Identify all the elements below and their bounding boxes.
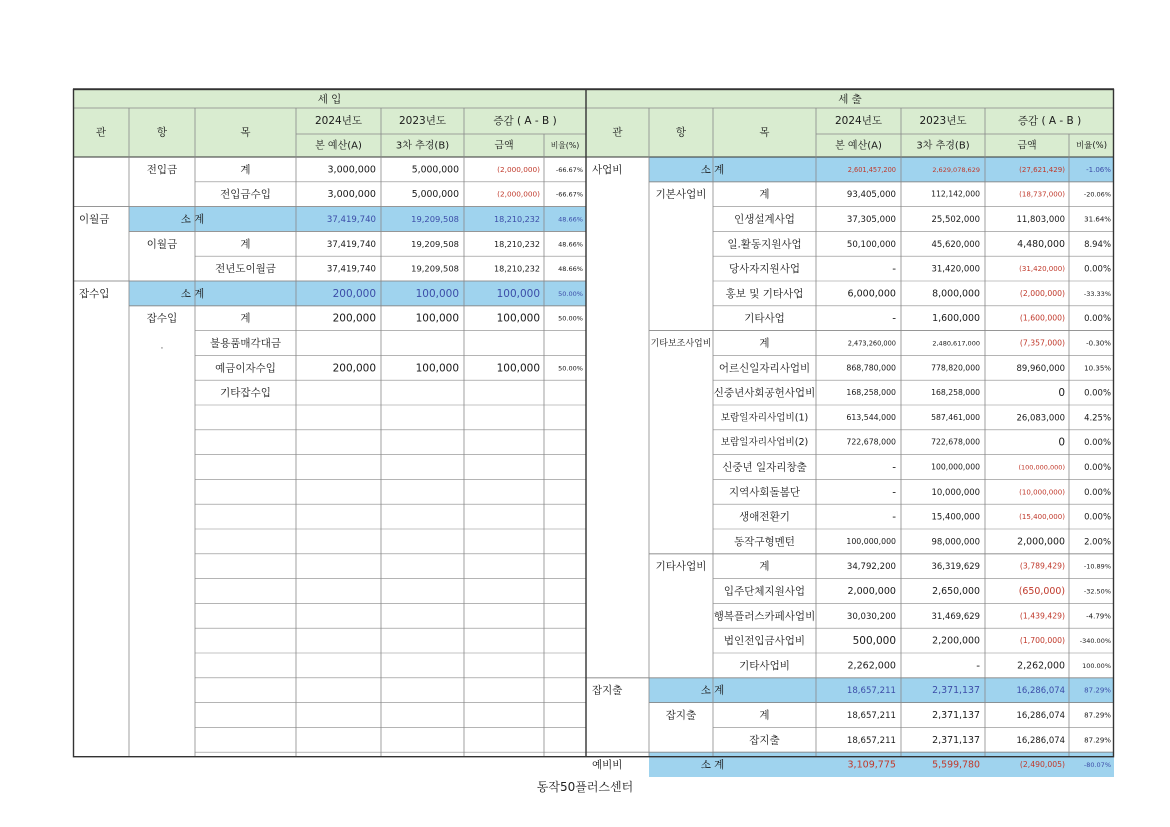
expense-header-budget-b: 3차 추경(B) — [916, 140, 970, 152]
expense-cell-mok: 일.활동지원사업 — [727, 238, 802, 251]
expense-cell-diff-amount: (27,621,429) — [1019, 164, 1065, 174]
revenue-cell-budget-a: 200,000 — [332, 312, 376, 325]
expense-cell-budget-a: 6,000,000 — [847, 288, 896, 300]
expense-cell-budget-a: 50,100,000 — [846, 239, 896, 250]
expense-cell-diff-amount: 16,286,074 — [1016, 685, 1065, 696]
expense-cell-budget-a: - — [892, 263, 896, 276]
revenue-cell-gwan: 잡수입 — [79, 287, 110, 300]
expense-cell-diff-ratio: -20.06% — [1083, 190, 1111, 199]
expense-cell-diff-amount: (18,737,000) — [1019, 189, 1065, 199]
revenue-cell-diff-amount: 100,000 — [496, 362, 540, 375]
expense-cell-budget-b: 168,258,000 — [931, 388, 980, 398]
expense-cell-diff-ratio: 0.00% — [1084, 511, 1111, 522]
expense-cell-budget-b: 587,461,000 — [931, 412, 980, 422]
expense-header-budget-a: 본 예산(A) — [835, 140, 882, 152]
expense-cell-diff-ratio: 0.00% — [1084, 486, 1111, 497]
revenue-section-title: 세 입 — [317, 93, 342, 106]
revenue-cell-mok: 전입금수입 — [220, 188, 271, 201]
revenue-cell-subtotal-label: 소 계 — [180, 287, 205, 300]
expense-cell-mok: 어르신일자리사업비 — [718, 362, 811, 375]
budget-table — [73, 89, 1114, 772]
revenue-cell-mok: 전년도이월금 — [215, 263, 276, 276]
expense-cell-diff-ratio: -4.79% — [1086, 611, 1111, 621]
revenue-header-diff: 증감 ( A - B ) — [493, 115, 557, 127]
expense-cell-diff-amount: 16,286,074 — [1016, 710, 1065, 720]
expense-cell-budget-b: 10,000,000 — [931, 486, 980, 497]
expense-cell-mok: 계 — [759, 188, 770, 201]
revenue-cell-budget-a: 200,000 — [332, 362, 376, 375]
expense-cell-diff-ratio: 2.00% — [1084, 536, 1111, 547]
revenue-cell-mok: 불용품매각대금 — [209, 337, 282, 350]
expense-cell-diff-amount: (7,357,000) — [1019, 338, 1065, 348]
revenue-cell-subtotal-label: 소 계 — [180, 213, 205, 226]
expense-cell-gwan: 잡지출 — [592, 684, 623, 697]
expense-cell-mok: 신중년 일자리창출 — [722, 461, 807, 474]
expense-cell-subtotal-label: 소 계 — [700, 759, 725, 772]
revenue-cell-mok: 기타잡수입 — [220, 387, 271, 400]
expense-cell-diff-ratio: -32.50% — [1083, 587, 1111, 596]
revenue-cell-diff-amount: (2,000,000) — [497, 164, 540, 174]
expense-section-title: 세 출 — [838, 93, 862, 106]
expense-cell-mok: 행복플러스카페사업비 — [713, 610, 816, 623]
expense-cell-budget-b: 2,629,078,629 — [932, 165, 980, 174]
revenue-header-2023: 2023년도 — [398, 115, 447, 127]
revenue-header-mok: 목 — [240, 126, 251, 139]
expense-cell-budget-b: 5,599,780 — [932, 759, 980, 771]
revenue-cell-diff-ratio: 48.66% — [558, 215, 583, 224]
revenue-cell-diff-ratio: 50.00% — [558, 289, 583, 298]
expense-cell-diff-ratio: -80.07% — [1083, 761, 1111, 770]
expense-cell-budget-a: 3,109,775 — [847, 759, 896, 771]
expense-cell-diff-ratio: 0.00% — [1084, 437, 1111, 448]
revenue-cell-budget-b: 5,000,000 — [411, 189, 459, 201]
expense-cell-diff-amount: (2,490,005) — [1019, 760, 1065, 770]
revenue-cell-budget-b: 100,000 — [415, 287, 459, 300]
expense-cell-budget-a: 168,258,000 — [846, 388, 896, 398]
expense-cell-mok: 신중년사회공헌사업비 — [713, 387, 816, 400]
revenue-header-hang: 항 — [156, 126, 168, 139]
expense-cell-budget-a: 2,262,000 — [847, 660, 896, 672]
expense-cell-budget-a: - — [892, 461, 896, 474]
expense-cell-hang: 잡지출 — [665, 709, 697, 722]
expense-cell-hang: 기타보조사업비 — [650, 339, 712, 349]
expense-cell-mok: 생애전환기 — [739, 511, 790, 524]
expense-cell-hang: 기본사업비 — [655, 188, 707, 201]
expense-cell-diff-ratio: 87.29% — [1084, 685, 1111, 695]
expense-cell-mok: 계 — [759, 709, 770, 722]
expense-cell-diff-amount: (1,600,000) — [1019, 313, 1065, 323]
expense-cell-diff-ratio: -0.30% — [1086, 338, 1111, 348]
revenue-cell-diff-ratio: -66.67% — [555, 190, 583, 199]
expense-cell-mok: 입주단체지원사업 — [723, 585, 806, 598]
revenue-cell-mok: 계 — [240, 312, 251, 325]
expense-header-hang: 항 — [675, 126, 687, 139]
expense-cell-mok: 잡지출 — [749, 734, 780, 747]
expense-cell-diff-ratio: 0.00% — [1084, 387, 1111, 398]
expense-cell-mok: 계 — [759, 560, 770, 573]
revenue-header-ratio: 비율(%) — [550, 141, 580, 150]
expense-cell-diff-ratio: -10.89% — [1083, 562, 1111, 571]
revenue-cell-diff-ratio: 48.66% — [558, 240, 583, 249]
expense-cell-budget-a: 2,000,000 — [847, 586, 896, 597]
expense-cell-budget-b: 36,319,629 — [931, 561, 980, 572]
expense-cell-budget-a: 30,030,200 — [846, 611, 896, 622]
expense-cell-diff-amount: 0 — [1058, 387, 1065, 400]
expense-header-ratio: 비율(%) — [1075, 140, 1108, 150]
expense-cell-budget-b: 2,650,000 — [932, 586, 980, 597]
revenue-cell-budget-a: 3,000,000 — [327, 189, 376, 201]
expense-header-gwan: 관 — [612, 126, 623, 139]
expense-cell-diff-ratio: 31.64% — [1084, 214, 1111, 224]
expense-cell-diff-ratio: 0.00% — [1084, 313, 1111, 324]
revenue-cell-mok: 계 — [240, 238, 251, 251]
footer-organization: 동작50플러스센터 — [536, 780, 634, 794]
expense-cell-budget-a: 18,657,211 — [846, 686, 896, 697]
expense-cell-diff-amount: 26,083,000 — [1016, 412, 1065, 423]
expense-cell-subtotal-label: 소 계 — [700, 684, 725, 697]
expense-cell-diff-amount: 2,000,000 — [1017, 536, 1065, 548]
expense-cell-budget-a: 500,000 — [852, 635, 896, 648]
expense-cell-budget-b: 8,000,000 — [932, 288, 980, 300]
expense-cell-diff-ratio: 4.25% — [1084, 412, 1111, 423]
revenue-cell-budget-a: 3,000,000 — [327, 164, 376, 176]
revenue-cell-budget-b: 100,000 — [415, 312, 459, 325]
expense-cell-diff-ratio: -33.33% — [1083, 289, 1111, 298]
expense-cell-diff-amount: 16,286,074 — [1016, 734, 1065, 745]
expense-cell-budget-b: - — [976, 659, 980, 672]
expense-cell-diff-amount: 0 — [1058, 436, 1065, 449]
revenue-dot-mark: . — [160, 340, 164, 352]
expense-cell-budget-a: - — [892, 312, 896, 325]
expense-cell-budget-a: 2,601,457,200 — [847, 165, 896, 174]
revenue-cell-hang: 전입금 — [146, 163, 178, 176]
revenue-cell-budget-b: 19,209,508 — [411, 238, 459, 249]
revenue-cell-budget-a: 37,419,740 — [326, 215, 376, 225]
expense-cell-budget-b: 31,469,629 — [931, 610, 980, 621]
expense-cell-diff-ratio: -1.06% — [1086, 164, 1111, 174]
expense-header-2024: 2024년도 — [834, 115, 883, 127]
expense-cell-budget-a: 2,473,260,000 — [847, 339, 896, 348]
expense-cell-mok: 동작구형멘턴 — [734, 535, 795, 548]
revenue-cell-diff-amount: 18,210,232 — [494, 264, 540, 274]
revenue-header-gwan: 관 — [95, 126, 107, 139]
expense-cell-diff-amount: (1,439,429) — [1019, 611, 1065, 621]
expense-cell-diff-amount: 4,480,000 — [1017, 238, 1065, 250]
revenue-cell-diff-ratio: 48.66% — [558, 265, 583, 274]
expense-cell-diff-amount: 2,262,000 — [1017, 660, 1065, 672]
expense-cell-diff-ratio: 0.00% — [1084, 462, 1111, 472]
expense-cell-budget-b: 100,000,000 — [931, 462, 980, 472]
expense-cell-diff-ratio: 100.00% — [1082, 661, 1111, 670]
expense-cell-diff-ratio: 87.29% — [1084, 735, 1111, 745]
revenue-cell-diff-amount: (2,000,000) — [497, 189, 540, 199]
revenue-cell-hang: 이월금 — [146, 238, 178, 251]
expense-cell-budget-b: 2,480,617,000 — [932, 339, 980, 348]
expense-cell-budget-a: - — [892, 511, 896, 524]
revenue-cell-budget-b: 100,000 — [415, 362, 459, 375]
expense-cell-budget-a: 37,305,000 — [846, 215, 896, 225]
expense-cell-diff-ratio: 8.94% — [1084, 238, 1111, 249]
revenue-cell-mok: 예금이자수입 — [215, 362, 276, 375]
expense-cell-budget-b: 15,400,000 — [931, 511, 980, 522]
expense-cell-mok: 인생설계사업 — [734, 213, 795, 226]
revenue-cell-diff-ratio: 50.00% — [558, 364, 583, 373]
revenue-cell-budget-b: 19,209,508 — [411, 214, 459, 224]
expense-cell-budget-b: 98,000,000 — [931, 536, 980, 547]
expense-cell-budget-b: 112,142,000 — [931, 189, 980, 199]
expense-cell-diff-amount: 89,960,000 — [1016, 362, 1065, 373]
expense-cell-diff-amount: (650,000) — [1018, 586, 1065, 597]
expense-cell-budget-a: 18,657,211 — [846, 735, 896, 746]
expense-cell-diff-amount: (1,700,000) — [1019, 636, 1065, 646]
revenue-cell-diff-ratio: 50.00% — [558, 314, 583, 323]
expense-cell-budget-b: 1,600,000 — [932, 313, 980, 325]
revenue-header-budget-b: 3차 추경(B) — [395, 140, 450, 152]
expense-cell-gwan: 사업비 — [592, 163, 623, 176]
revenue-cell-diff-amount: 100,000 — [496, 287, 540, 300]
revenue-header-2024: 2024년도 — [314, 115, 363, 127]
revenue-cell-diff-amount: 18,210,232 — [494, 239, 540, 249]
expense-cell-budget-a: 868,780,000 — [846, 363, 896, 373]
revenue-header-amount: 금액 — [494, 140, 514, 152]
revenue-cell-mok: 계 — [240, 163, 251, 176]
revenue-cell-diff-ratio: -66.67% — [555, 165, 583, 174]
revenue-cell-hang: 잡수입 — [146, 312, 178, 325]
expense-header-mok: 목 — [759, 126, 770, 139]
expense-cell-hang: 기타사업비 — [655, 560, 707, 573]
expense-cell-mok: 지역사회돌봄단 — [728, 486, 801, 499]
revenue-cell-gwan: 이월금 — [79, 213, 110, 226]
expense-header-amount: 금액 — [1017, 140, 1037, 152]
expense-cell-mok: 홍보 및 기타사업 — [725, 287, 804, 300]
budget-sheet — [73, 89, 1114, 772]
expense-cell-mok: 보람일자리사업비(2) — [720, 437, 809, 449]
expense-cell-subtotal-label: 소 계 — [700, 163, 725, 176]
expense-cell-diff-amount: (15,400,000) — [1019, 512, 1065, 522]
expense-cell-mok: 계 — [759, 337, 770, 350]
expense-cell-mok: 기타사업비 — [739, 659, 790, 672]
expense-cell-mok: 보람일자리사업비(1) — [720, 412, 809, 424]
expense-cell-diff-amount: 11,803,000 — [1016, 214, 1065, 224]
revenue-cell-budget-b: 5,000,000 — [411, 164, 459, 176]
expense-cell-budget-b: 2,371,137 — [932, 710, 980, 721]
expense-cell-budget-a: 722,678,000 — [846, 437, 896, 447]
expense-cell-budget-a: 613,544,000 — [846, 412, 896, 422]
expense-cell-budget-b: 2,200,000 — [932, 635, 980, 647]
expense-cell-diff-ratio: 87.29% — [1084, 710, 1111, 720]
expense-cell-budget-b: 2,371,137 — [932, 734, 980, 746]
revenue-cell-budget-b: 19,209,508 — [411, 263, 459, 274]
expense-cell-budget-b: 25,502,000 — [931, 214, 980, 224]
expense-cell-diff-amount: (100,000,000) — [1018, 463, 1065, 472]
expense-cell-diff-ratio: 0.00% — [1084, 263, 1111, 274]
expense-cell-budget-b: 2,371,137 — [932, 685, 980, 697]
revenue-header-budget-a: 본 예산(A) — [315, 140, 362, 152]
revenue-cell-budget-a: 37,419,740 — [326, 264, 376, 275]
expense-cell-budget-b: 31,420,000 — [931, 263, 980, 274]
revenue-cell-diff-amount: 100,000 — [496, 312, 540, 325]
revenue-cell-budget-a: 200,000 — [332, 287, 376, 300]
expense-cell-diff-amount: (2,000,000) — [1019, 288, 1065, 298]
expense-cell-budget-b: 45,620,000 — [931, 238, 980, 249]
expense-cell-mok: 당사자지원사업 — [728, 263, 801, 276]
expense-cell-budget-a: 93,405,000 — [846, 190, 896, 201]
expense-cell-budget-b: 722,678,000 — [931, 437, 980, 447]
expense-cell-budget-a: 100,000,000 — [846, 536, 896, 546]
expense-cell-mok: 기타사업 — [744, 312, 785, 325]
expense-header-diff: 증감 ( A - B ) — [1017, 115, 1082, 127]
revenue-cell-budget-a: 37,419,740 — [326, 239, 376, 250]
expense-cell-budget-a: - — [892, 486, 896, 499]
expense-header-2023: 2023년도 — [919, 115, 967, 127]
expense-cell-mok: 법인전입금사업비 — [723, 635, 806, 648]
expense-cell-diff-ratio: 10.35% — [1084, 363, 1111, 373]
revenue-cell-diff-amount: 18,210,232 — [494, 215, 540, 224]
expense-cell-gwan: 예비비 — [592, 759, 623, 772]
expense-cell-diff-amount: (10,000,000) — [1019, 487, 1065, 497]
expense-cell-budget-a: 18,657,211 — [846, 711, 896, 721]
expense-cell-budget-b: 778,820,000 — [931, 363, 980, 373]
expense-cell-diff-ratio: -340.00% — [1079, 637, 1111, 646]
expense-cell-diff-amount: (3,789,429) — [1019, 561, 1065, 571]
expense-cell-budget-a: 34,792,200 — [846, 562, 896, 573]
expense-cell-diff-amount: (31,420,000) — [1019, 264, 1065, 274]
